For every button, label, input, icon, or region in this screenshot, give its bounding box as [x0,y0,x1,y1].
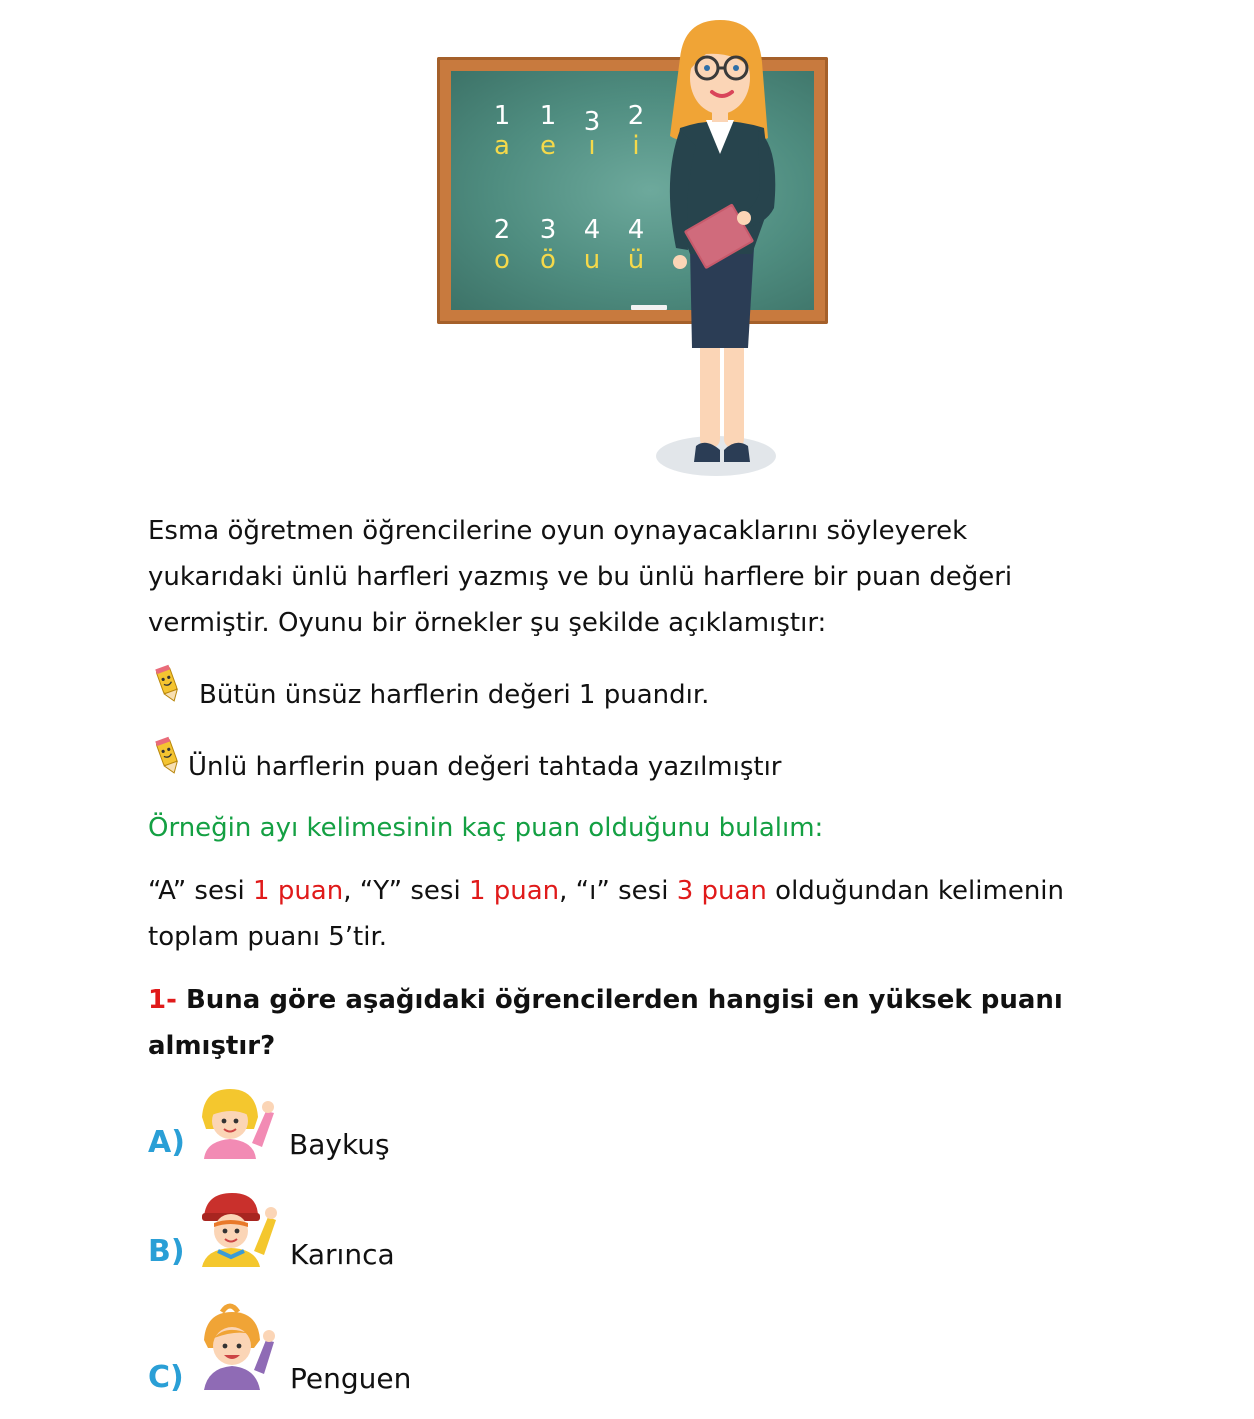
option-word: Baykuş [289,1128,390,1161]
girl-student-icon [196,1300,278,1390]
board-vowel: ı [588,131,596,161]
example-heading: Örneğin ayı kelimesinin kaç puan olduğunu bulalım: [148,813,824,843]
question-line: almıştır? [148,1031,276,1061]
board-score: 3 [539,215,557,245]
option-b[interactable] [148,1234,185,1269]
option-c[interactable] [148,1360,184,1395]
example-text: olduğundan kelimenin [766,876,1065,906]
board-vowel: i [632,131,640,161]
question-number: 1- [148,985,177,1015]
option-a[interactable] [148,1125,185,1160]
option-letter: C) [148,1360,184,1395]
board-vowel: a [494,131,510,161]
example-text: , “Y” sesi [343,876,469,906]
pencil-icon [150,736,190,776]
example-line: toplam puanı 5’tir. [148,922,388,952]
board-score: 1 [539,101,557,131]
intro-line: yukarıdaki ünlü harfleri yazmış ve bu ünlü harflere bir puan değeri [148,562,1013,592]
boy-student-icon [196,1193,280,1267]
score-highlight: 1 puan [468,876,560,906]
question-line [148,977,1088,1023]
board-vowel: e [540,131,556,161]
example-text: , “ı” sesi [559,876,677,906]
board-score: 2 [627,101,645,131]
teacher-illustration [640,18,810,480]
question [148,977,1088,1069]
girl-student-icon [196,1087,278,1159]
pencil-icon [150,664,190,704]
board-score: 1 [493,101,511,131]
board-vowel: o [494,245,510,275]
board-score: 3 [583,107,601,137]
example-text: “A” sesi [148,876,254,906]
board-vowel: ü [627,245,645,275]
question-text: Buna göre aşağıdaki öğrencilerden hangisi en yüksek puanı [185,985,1063,1015]
board-score: 2 [493,215,511,245]
rule-vowels: Ünlü harflerin puan değeri tahtada yazılmıştır [188,752,782,782]
intro-line: vermiştir. Oyunu bir örnekler şu şekilde açıklamıştır: [148,608,827,638]
score-highlight: 3 puan [676,876,767,906]
board-score: 4 [583,215,601,245]
option-word: Karınca [290,1238,395,1271]
option-letter: A) [148,1125,185,1160]
intro-paragraph [148,508,1088,646]
option-word: Penguen [290,1362,412,1395]
score-highlight: 1 puan [253,876,344,906]
board-vowel: u [583,245,601,275]
intro-line: Esma öğretmen öğrencilerine oyun oynayacaklarını söyleyerek [148,516,968,546]
rule-consonants: Bütün ünsüz harflerin değeri 1 puandır. [199,680,710,710]
example-paragraph [148,868,1088,960]
option-letter: B) [148,1234,185,1269]
board-vowel: ö [540,245,556,275]
example-line [148,868,1088,914]
board-score: 4 [627,215,645,245]
